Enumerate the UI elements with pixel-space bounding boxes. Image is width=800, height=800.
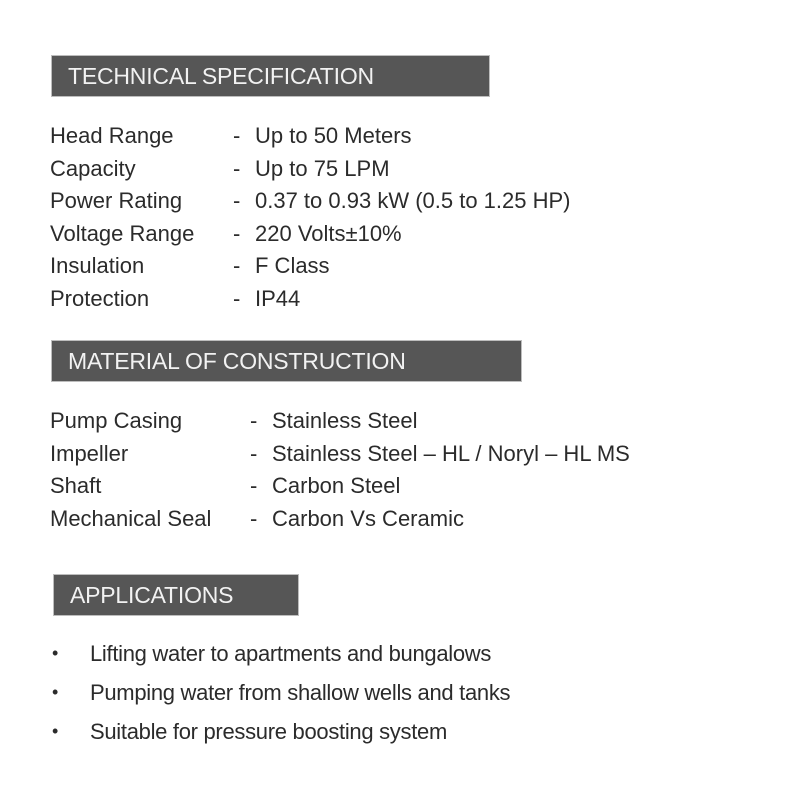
separator: - (233, 253, 241, 279)
material-row (50, 438, 630, 471)
separator: - (233, 155, 241, 181)
material-value: Stainless Steel (272, 408, 418, 434)
technical-specification-table (50, 120, 571, 315)
list-item (52, 673, 510, 712)
technical-specification-header: TECHNICAL SPECIFICATION (51, 55, 490, 97)
material-row (50, 405, 630, 438)
spec-row (50, 250, 571, 283)
spec-value: IP44 (255, 285, 301, 311)
separator: - (233, 188, 241, 214)
separator: - (250, 473, 258, 499)
material-of-construction-header: MATERIAL OF CONSTRUCTION (51, 340, 522, 382)
spec-row (50, 153, 571, 186)
spec-value: 0.37 to 0.93 kW (0.5 to 1.25 HP) (255, 188, 571, 214)
material-of-construction-table (50, 405, 630, 535)
bullet-icon: • (52, 721, 59, 741)
list-item (52, 634, 510, 673)
application-text: Lifting water to apartments and bungalows (90, 640, 492, 666)
spec-label: Head Range (50, 123, 174, 149)
spec-row (50, 120, 571, 153)
bullet-icon: • (52, 682, 59, 702)
bullet-icon: • (52, 643, 59, 663)
application-text: Suitable for pressure boosting system (90, 718, 447, 744)
material-label: Mechanical Seal (50, 505, 212, 531)
spec-value: F Class (255, 253, 330, 279)
separator: - (250, 440, 258, 466)
material-row (50, 470, 630, 503)
applications-list (52, 634, 510, 751)
spec-label: Capacity (50, 155, 136, 181)
separator: - (250, 505, 258, 531)
material-label: Pump Casing (50, 408, 183, 434)
material-row (50, 503, 630, 536)
separator: - (233, 123, 241, 149)
material-label: Impeller (50, 440, 129, 466)
separator: - (233, 285, 241, 311)
spec-value: Up to 50 Meters (255, 123, 412, 149)
material-value: Carbon Steel (272, 473, 401, 499)
spec-value: 220 Volts±10% (255, 220, 402, 246)
spec-label: Voltage Range (50, 220, 195, 246)
spec-row (50, 185, 571, 218)
material-value: Carbon Vs Ceramic (272, 505, 464, 531)
applications-header: APPLICATIONS (53, 574, 299, 616)
separator: - (233, 220, 241, 246)
application-text: Pumping water from shallow wells and tanks (90, 679, 511, 705)
spec-value: Up to 75 LPM (255, 155, 390, 181)
spec-row (50, 283, 571, 316)
separator: - (250, 408, 258, 434)
spec-label: Insulation (50, 253, 145, 279)
material-label: Shaft (50, 473, 102, 499)
spec-label: Protection (50, 285, 150, 311)
spec-label: Power Rating (50, 188, 183, 214)
spec-row (50, 218, 571, 251)
material-value: Stainless Steel – HL / Noryl – HL MS (272, 440, 630, 466)
list-item (52, 712, 510, 751)
